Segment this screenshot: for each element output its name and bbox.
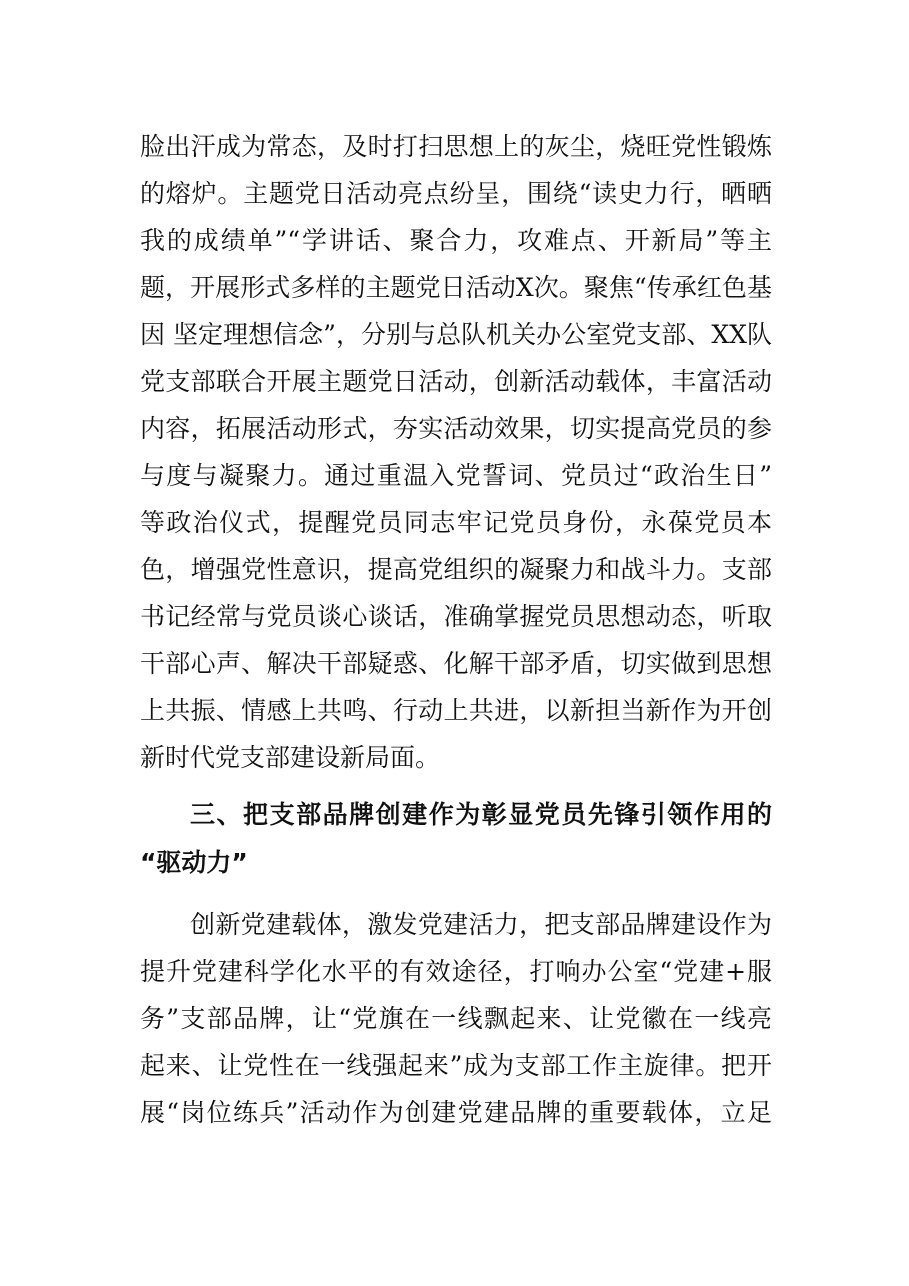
text-line: 上共振、情感上共鸣、行动上共进，以新担当新作为开创 (140, 696, 772, 725)
text-line: 党支部联合开展主题党日活动，创新活动载体，丰富活动 (140, 367, 772, 396)
document-body (140, 123, 772, 1136)
text-line: 色，增强党性意识，提高党组织的凝聚力和战斗力。支部 (140, 555, 772, 584)
heading-line: 三、把支部品牌创建作为彰显党员先锋引领作用的 (190, 800, 772, 829)
section-heading-3 (140, 791, 772, 887)
text-line: 创新党建载体，激发党建活力，把支部品牌建设作为 (190, 910, 772, 939)
text-line: 内容，拓展活动形式，夯实活动效果，切实提高党员的参 (140, 414, 772, 443)
heading-line: “驱动力” (140, 848, 248, 877)
text-line: 我的成绩单”“学讲话、聚合力，攻难点、开新局”等主 (140, 226, 772, 255)
text-line: 务”支部品牌，让“党旗在一线飘起来、让党徽在一线亮 (140, 1004, 772, 1033)
text-line: 脸出汗成为常态，及时打扫思想上的灰尘，烧旺党性锻炼 (140, 132, 772, 161)
text-line: 新时代党支部建设新局面。 (140, 743, 441, 772)
text-line: 干部心声、解决干部疑惑、化解干部矛盾，切实做到思想 (140, 649, 772, 678)
text-line: 展“岗位练兵”活动作为创建党建品牌的重要载体，立足 (140, 1098, 772, 1127)
text-line: 提升党建科学化水平的有效途径，打响办公室“党建+服 (140, 957, 772, 986)
text-line: 的熔炉。主题党日活动亮点纷呈，围绕“读史力行，晒晒 (140, 179, 772, 208)
text-line: 题，开展形式多样的主题党日活动X次。聚焦“传承红色基 (140, 273, 772, 302)
text-line: 因 坚定理想信念”，分别与总队机关办公室党支部、XX队 (140, 320, 772, 349)
text-line: 等政治仪式，提醒党员同志牢记党员身份，永葆党员本 (140, 508, 772, 537)
text-line: 起来、让党性在一线强起来”成为支部工作主旋律。把开 (140, 1051, 772, 1080)
text-line: 书记经常与党员谈心谈话，准确掌握党员思想动态，听取 (140, 602, 772, 631)
body-paragraph-2 (140, 901, 772, 1136)
body-paragraph-1 (140, 123, 772, 781)
text-line: 与度与凝聚力。通过重温入党誓词、党员过“政治生日” (140, 461, 772, 490)
